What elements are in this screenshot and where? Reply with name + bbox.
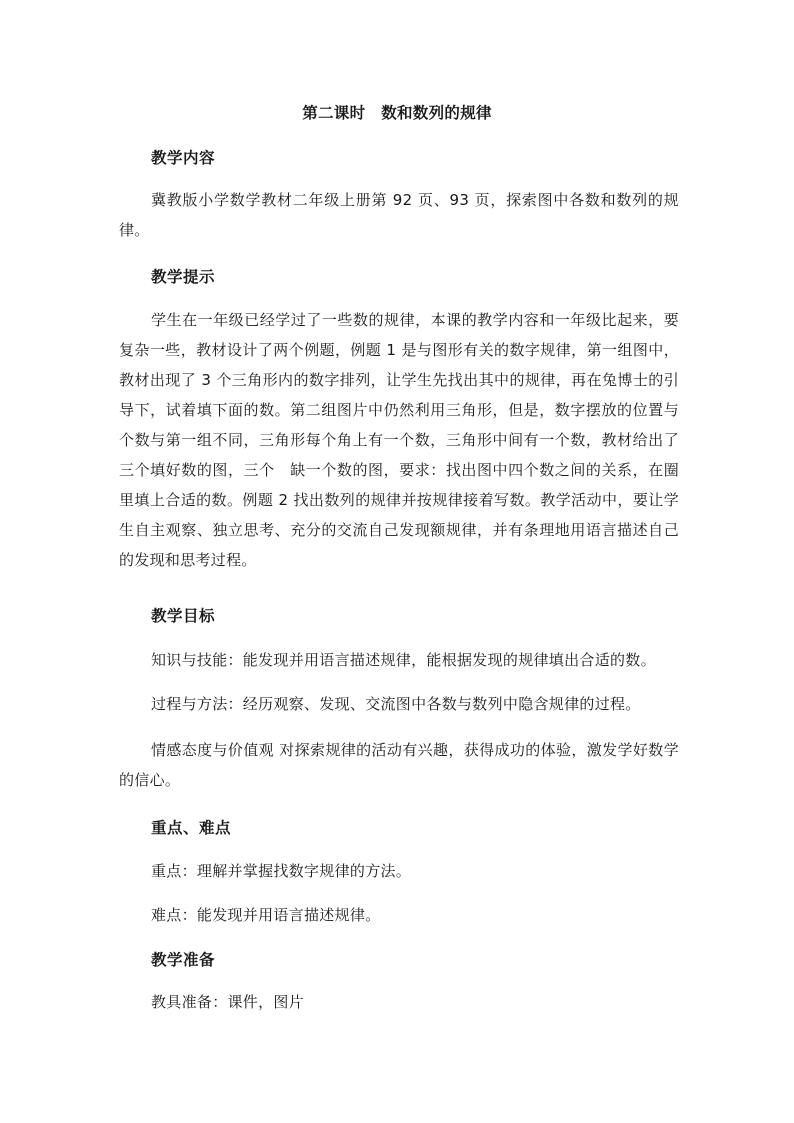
- paragraph-goal-knowledge: 知识与技能：能发现并用语言描述规律，能根据发现的规律填出合适的数。: [151, 651, 656, 669]
- heading-key-points: 重点、难点: [151, 819, 232, 837]
- paragraph-goal-emotion: 情感态度与价值观 对探索规律的活动有兴趣，获得成功的体验，激发学好数学的信心。: [119, 741, 679, 789]
- paragraph-goal-process: 过程与方法：经历观察、发现、交流图中各数与数列中隐含规律的过程。: [151, 695, 641, 713]
- paragraph-key-point: 重点：理解并掌握找数字规律的方法。: [151, 862, 412, 880]
- lesson-title: 第二课时 数和数列的规律: [302, 104, 492, 122]
- heading-teaching-preparation: 教学准备: [151, 951, 216, 969]
- heading-teaching-goals: 教学目标: [151, 607, 216, 625]
- heading-teaching-hint: 教学提示: [151, 268, 216, 286]
- paragraph-difficult-point: 难点：能发现并用语言描述规律。: [151, 906, 381, 924]
- paragraph-teaching-content: 冀教版小学数学教材二年级上册第 92 页、93 页，探索图中各数和数列的规律。: [119, 191, 679, 239]
- paragraph-teaching-hint: 学生在一年级已经学过了一些数的规律，本课的教学内容和一年级比起来，要复杂一些，教材设计了两个例题，例题 1 是与图形有关的数字规律，第一组图中，教材出现了 3 个三角形内的数字排列，让学生先找出其中的规律，再在兔博士的引导下，试着填下面的数。第二组图片中仍然利用三角形，但是，数字摆放的位置与个数与第一组不同，三角形每个角上有一个数，三角形中间有一个数，教材给出了三个填好数的图，三个 缺一个数的图，要求：找出图中四个数之间的关系，在圈里填上合适的数。例题 2 找出数列的规律并按规律接着写数。教学活动中，要让学生自主观察、独立思考、充分的交流自己发现额规律，并有条理地用语言描述自己的发现和思考过程。: [119, 311, 679, 569]
- paragraph-teaching-tools: 教具准备：课件，图片: [151, 993, 305, 1011]
- heading-teaching-content: 教学内容: [151, 149, 216, 167]
